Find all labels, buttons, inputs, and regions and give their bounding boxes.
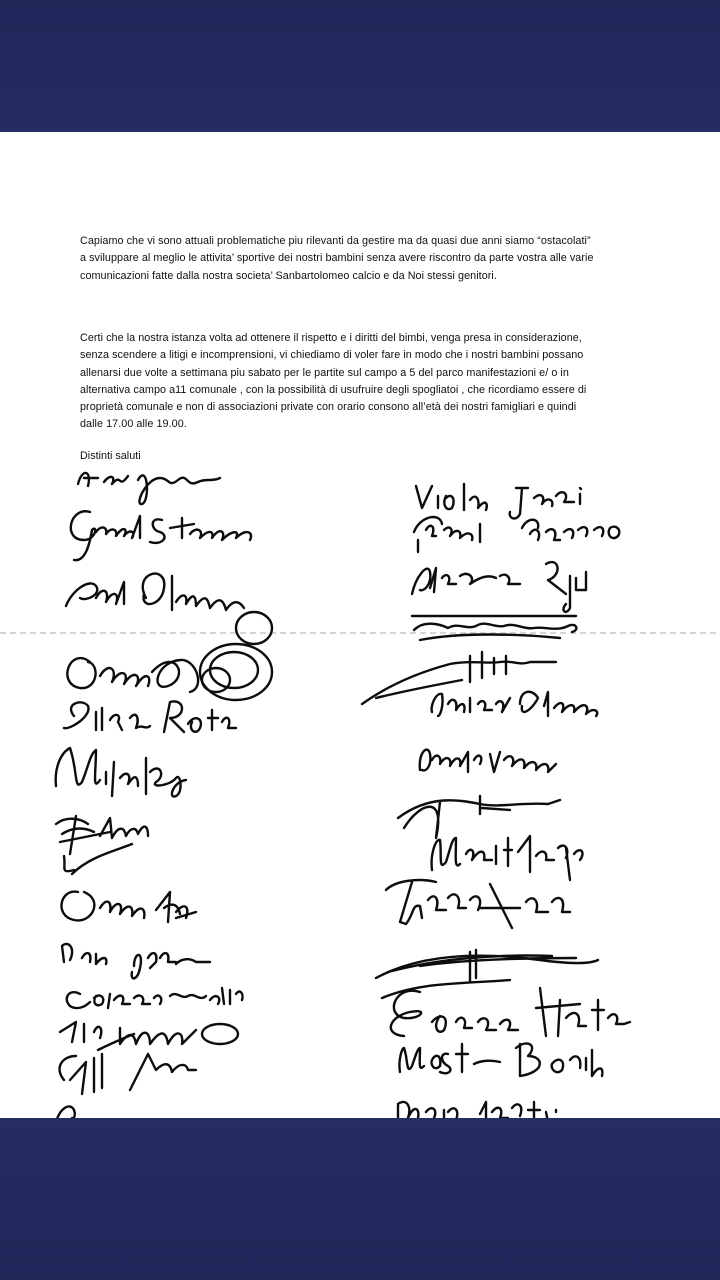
bottom-frame-band xyxy=(0,1118,720,1280)
signature-right-5 xyxy=(362,652,556,704)
signature-right-6 xyxy=(432,692,598,716)
signature-right-2 xyxy=(414,517,619,552)
signature-left-9 xyxy=(62,944,210,978)
signature-left-10 xyxy=(67,988,243,1008)
signature-right-13 xyxy=(399,1043,602,1076)
signature-right-10 xyxy=(386,880,570,928)
text-line: Capiamo che vi sono attuali problematiche piu rilevanti da gestire ma da quasi due anni siamo “ostacolati” xyxy=(80,235,591,247)
signatures-area xyxy=(0,132,720,1118)
signature-left-4 xyxy=(67,644,272,700)
signature-right-14 xyxy=(398,1102,556,1118)
text-line: alternativa campo a11 comunale , con la possibilità di usufruire degli spogliatoi , che ricordiamo essere di xyxy=(80,383,587,396)
closing-salutation: Distinti saluti xyxy=(80,450,141,462)
signature-left-6 xyxy=(56,748,186,797)
text-line: allenarsi due volte a settimana piu sabato per le partite sul campo a 5 del parco manifestazioni e/ o in xyxy=(80,366,569,379)
signature-right-8 xyxy=(398,796,560,838)
signature-left-12 xyxy=(60,1054,196,1094)
signature-left-11 xyxy=(60,1022,238,1050)
top-frame-band xyxy=(0,0,720,132)
signature-left-13 xyxy=(56,1106,103,1118)
signature-right-1 xyxy=(416,484,581,518)
letter-page xyxy=(0,132,720,1118)
signature-left-7 xyxy=(56,816,148,874)
text-line: a sviluppare al meglio le attivita’ sportive dei nostri bambini senza avere riscontro da parte vostra alle varie xyxy=(80,252,594,265)
signature-right-4 xyxy=(412,616,576,640)
signature-right-12 xyxy=(391,988,630,1036)
text-line: dalle 17.00 alle 19.00. xyxy=(80,418,187,431)
signature-right-3 xyxy=(412,562,586,612)
signature-left-1 xyxy=(78,473,220,504)
text-line: proprietà comunale e non di associazioni private con orario consono all’età dei nostri famigliari e quindi xyxy=(80,401,577,414)
signature-left-5 xyxy=(64,701,236,732)
text-line: senza scendere a litigi e incomprensioni, vi chiediamo di voler fare in modo che i nostri bambini possano xyxy=(80,349,584,362)
signature-right-9 xyxy=(432,836,583,880)
signature-left-8 xyxy=(62,892,196,922)
signature-right-7 xyxy=(420,750,556,772)
text-line: Certi che la nostra istanza volta ad ottenere il rispetto e i diritti del bimbi, venga presa in considerazione, xyxy=(80,332,582,344)
signature-left-2 xyxy=(71,511,251,560)
text-line: comunicazioni fatte dalla nostra societa’ Sanbartolomeo calcio e da Noi stessi genitori. xyxy=(80,269,497,282)
signature-left-3 xyxy=(66,574,272,644)
